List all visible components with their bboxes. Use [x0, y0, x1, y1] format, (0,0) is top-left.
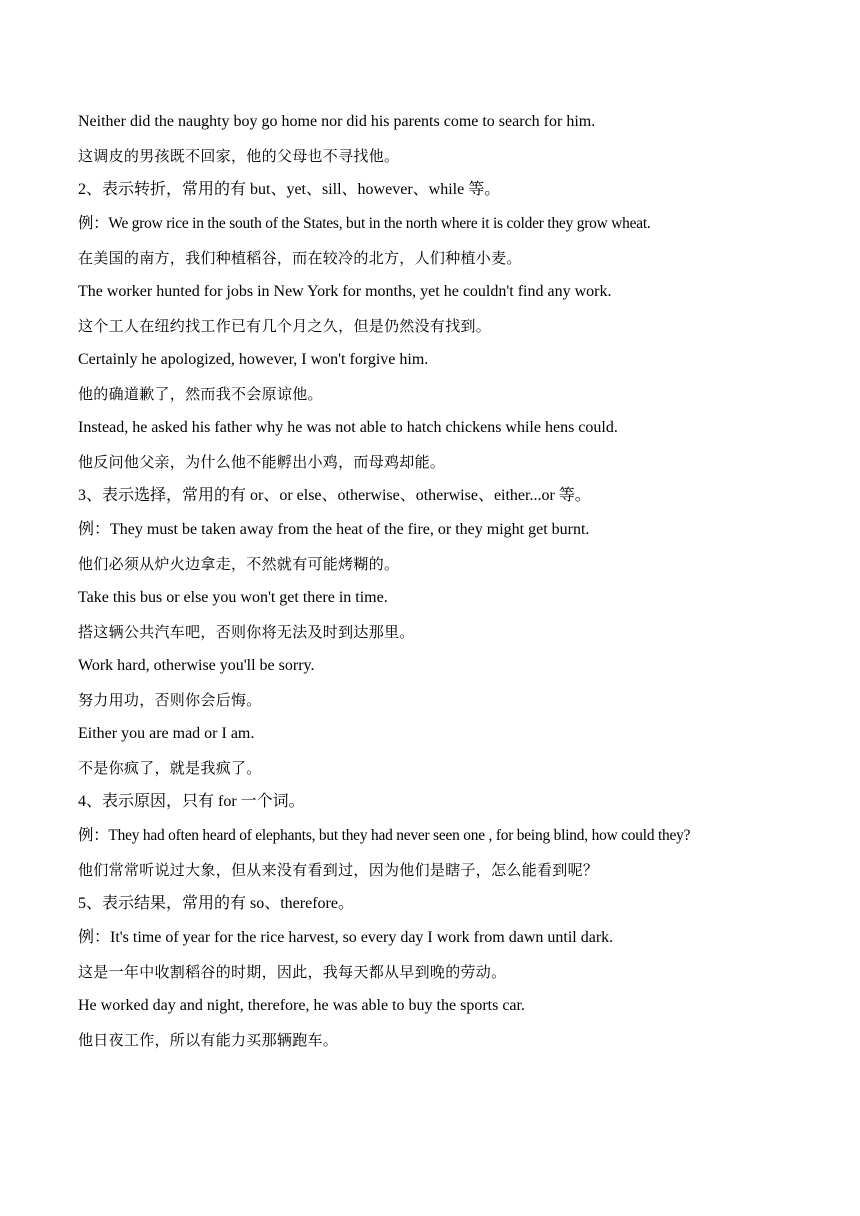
- section-heading: 5、表示结果，常用的有 so、therefore。: [78, 895, 354, 912]
- text-line: 努力用功，否则你会后悔。: [78, 691, 262, 709]
- text-line: Instead, he asked his father why he was not able to hatch chickens while hens could.: [78, 419, 618, 436]
- text-line: He worked day and night, therefore, he was able to buy the sports car.: [78, 997, 525, 1014]
- text-line: 例：They had often heard of elephants, but they had never seen one , for being blind, how could they?: [78, 827, 691, 844]
- text-line: 这调皮的男孩既不回家，他的父母也不寻找他。: [78, 147, 400, 165]
- text-line: Work hard, otherwise you'll be sorry.: [78, 657, 315, 674]
- text-line: 在美国的南方，我们种植稻谷，而在较冷的北方，人们种植小麦。: [78, 249, 522, 267]
- section-heading: 3、表示选择，常用的有 or、or else、otherwise、otherwise、either...or 等。: [78, 487, 591, 504]
- text-line: The worker hunted for jobs in New York for months, yet he couldn't find any work.: [78, 283, 612, 300]
- text-line: 不是你疯了，就是我疯了。: [78, 759, 262, 777]
- section-heading: 4、表示原因，只有 for 一个词。: [78, 793, 305, 810]
- section-heading: 2、表示转折，常用的有 but、yet、sill、however、while 等。: [78, 181, 501, 198]
- text-line: Neither did the naughty boy go home nor did his parents come to search for him.: [78, 113, 596, 130]
- text-line: 他的确道歉了，然而我不会原谅他。: [78, 385, 323, 403]
- text-line: 例：It's time of year for the rice harvest, so every day I work from dawn until dark.: [78, 929, 614, 946]
- text-line: 搭这辆公共汽车吧，否则你将无法及时到达那里。: [78, 623, 415, 641]
- text-line: 例：They must be taken away from the heat of the fire, or they might get burnt.: [78, 521, 590, 538]
- text-line: 他日夜工作，所以有能力买那辆跑车。: [78, 1031, 339, 1049]
- text-line: 这是一年中收割稻谷的时期，因此，我每天都从早到晚的劳动。: [78, 963, 507, 981]
- text-line: 他们必须从炉火边拿走，不然就有可能烤糊的。: [78, 555, 400, 573]
- text-line: Either you are mad or I am.: [78, 725, 255, 742]
- text-line: Take this bus or else you won't get there in time.: [78, 589, 388, 606]
- text-line: Certainly he apologized, however, I won't forgive him.: [78, 351, 429, 368]
- text-line: 例：We grow rice in the south of the States, but in the north where it is colder they grow wheat.: [78, 215, 651, 232]
- text-line: 他反问他父亲，为什么他不能孵出小鸡，而母鸡却能。: [78, 453, 446, 471]
- text-line: 他们常常听说过大象，但从来没有看到过，因为他们是瞎子，怎么能看到呢？: [78, 861, 599, 879]
- text-line: 这个工人在纽约找工作已有几个月之久，但是仍然没有找到。: [78, 317, 492, 335]
- document-body: [78, 108, 848, 1060]
